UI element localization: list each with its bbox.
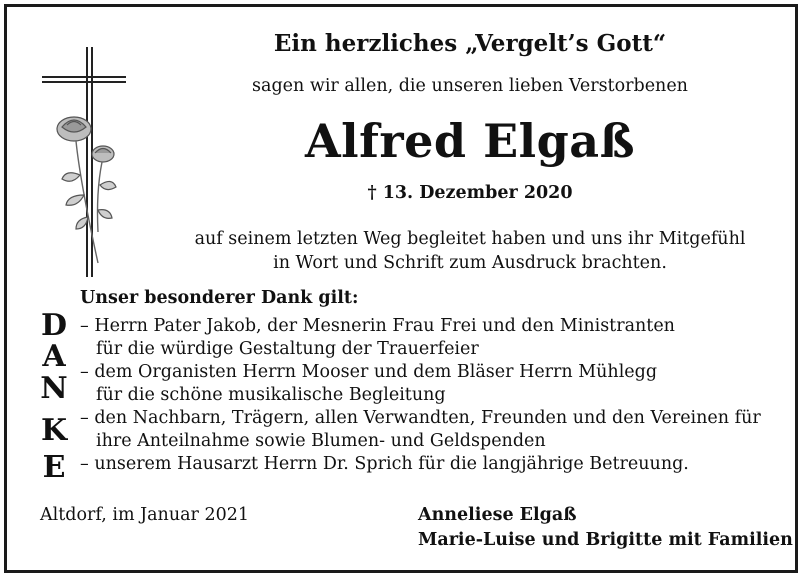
- danke-letter: D: [40, 308, 67, 343]
- list-item-line: – unserem Hausarzt Herrn Dr. Sprich für die langjährige Betreuung.: [80, 454, 689, 474]
- thanks-intro-line: auf seinem letzten Weg begleitet haben und uns ihr Mitgefühl: [194, 229, 746, 249]
- list-item-line: für die schöne musikalische Begleitung: [96, 385, 446, 405]
- danke-letter: E: [42, 450, 66, 485]
- thanks-intro-line: in Wort und Schrift zum Ausdruck brachten.: [273, 253, 667, 273]
- list-item: [80, 453, 780, 476]
- danke-letter: A: [42, 339, 66, 374]
- list-item-line: für die würdige Gestaltung der Trauerfeier: [96, 339, 479, 359]
- subline: sagen wir allen, die unseren lieben Verstorbenen: [252, 76, 688, 96]
- thanks-intro: [160, 227, 780, 275]
- danke-letter: K: [40, 413, 68, 448]
- list-item: [80, 407, 780, 453]
- list-item-line: ihre Anteilnahme sowie Blumen- und Geldspenden: [96, 431, 546, 451]
- cross-icon: [42, 47, 126, 277]
- signature-line: Anneliese Elgaß: [418, 505, 577, 525]
- list-item: [80, 361, 780, 407]
- heading: Ein herzliches „Vergelt’s Gott“: [273, 30, 667, 57]
- special-thanks-title: Unser besonderer Dank gilt:: [80, 288, 359, 308]
- death-date: † 13. Dezember 2020: [367, 183, 573, 203]
- list-item-line: – Herrn Pater Jakob, der Mesnerin Frau Frei und den Ministranten: [80, 316, 675, 336]
- signature-line: Marie-Luise und Brigitte mit Familien: [418, 530, 793, 550]
- cross-with-roses-icon: [40, 45, 130, 280]
- place-date: Altdorf, im Januar 2021: [40, 505, 249, 525]
- thanks-list: [80, 315, 780, 476]
- list-item: [80, 315, 780, 361]
- signature: [418, 503, 793, 553]
- list-item-line: – dem Organisten Herrn Mooser und dem Bläser Herrn Mühlegg: [80, 362, 658, 382]
- list-item-line: – den Nachbarn, Trägern, allen Verwandten, Freunden und den Vereinen für: [80, 408, 761, 428]
- deceased-name: Alfred Elgaß: [304, 114, 636, 168]
- danke-letter: N: [40, 371, 68, 406]
